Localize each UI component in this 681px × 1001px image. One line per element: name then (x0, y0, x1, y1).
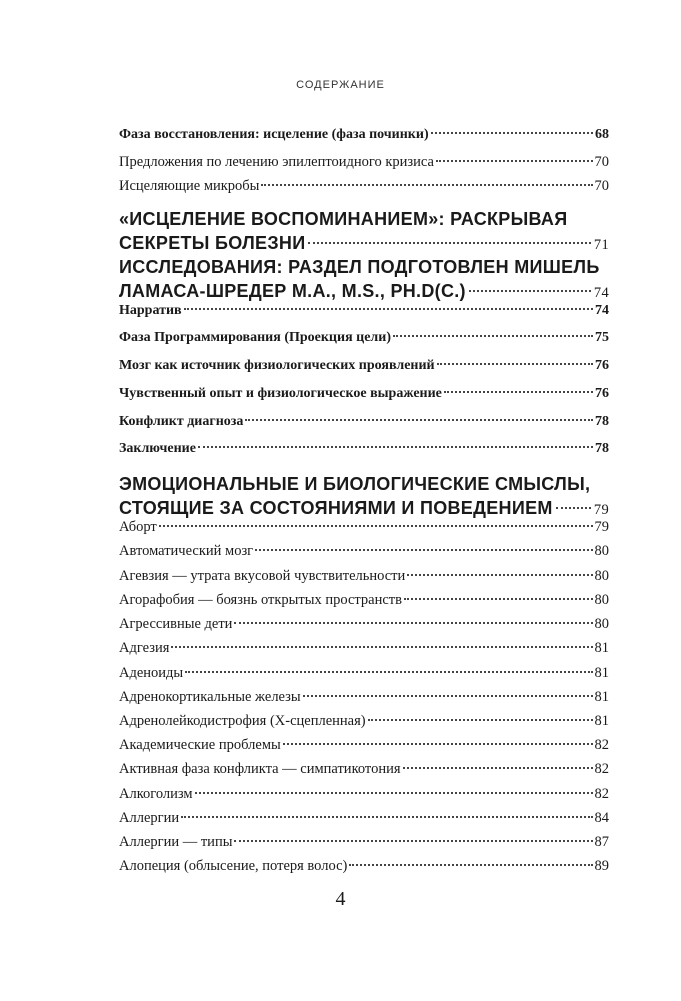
toc-entry-page: 82 (594, 786, 609, 802)
toc-entry-page: 80 (594, 568, 609, 584)
toc-entry-page: 74 (593, 285, 609, 301)
leader-dots (404, 598, 593, 600)
leader-dots (234, 622, 592, 624)
toc-entry-title: Заключение (119, 441, 196, 456)
leader-dots (403, 767, 593, 769)
toc-entry-page: 80 (594, 592, 609, 608)
section-heading-line1: ИССЛЕДОВАНИЯ: РАЗДЕЛ ПОДГОТОВЛЕН МИШЕЛЬ (119, 257, 600, 277)
toc-entry[interactable] (119, 713, 609, 730)
toc-entry-page: 74 (595, 303, 609, 318)
toc-entry-title: Аденоиды (119, 665, 184, 681)
toc-entry[interactable] (119, 154, 609, 171)
toc-entry-page: 75 (595, 330, 609, 345)
toc-entry-title: Адренокортикальные железы (119, 689, 301, 705)
toc-entry[interactable] (119, 858, 609, 875)
toc-entry-page: 79 (593, 502, 609, 518)
toc-entry-page: 78 (595, 441, 609, 456)
toc-section-heading[interactable] (119, 255, 609, 305)
toc-entry-title: Предложения по лечению эпилептоидного кризиса (119, 154, 434, 170)
toc-entry[interactable] (119, 737, 609, 754)
toc-entry-title: Фаза Программирования (Проекция цели) (119, 330, 392, 345)
toc-entry-title: Аборт (119, 519, 157, 535)
leader-dots (444, 391, 593, 393)
toc-entry[interactable] (119, 519, 609, 536)
toc-entry-page: 70 (594, 154, 609, 170)
leader-dots (195, 792, 593, 794)
leader-dots (308, 242, 590, 244)
toc-entry[interactable] (119, 834, 609, 851)
leader-dots (437, 363, 593, 365)
leader-dots (234, 840, 592, 842)
toc-entry-page: 76 (595, 386, 609, 401)
toc-entry-page: 82 (594, 761, 609, 777)
toc-entry-title: Агевзия — утрата вкусовой чувствительности (119, 568, 406, 584)
leader-dots (368, 719, 593, 721)
leader-dots (255, 549, 592, 551)
toc-entry[interactable] (119, 330, 609, 346)
toc-entry[interactable] (119, 358, 609, 374)
toc-entry-title: Алкоголизм (119, 786, 193, 802)
toc-entry[interactable] (119, 592, 609, 609)
section-heading-line1: «ИСЦЕЛЕНИЕ ВОСПОМИНАНИЕМ»: РАСКРЫВАЯ (119, 209, 568, 229)
toc-entry[interactable] (119, 441, 609, 457)
leader-dots (283, 743, 593, 745)
toc-entry[interactable] (119, 568, 609, 585)
toc-entry-page: 81 (594, 665, 609, 681)
leader-dots (407, 574, 592, 576)
toc-entry-page: 70 (594, 178, 609, 194)
leader-dots (245, 419, 593, 421)
toc-entry-title: Фаза восстановления: исцеление (фаза починки) (119, 127, 429, 142)
toc-entry-title: Исцеляющие микробы (119, 178, 260, 194)
toc-entry-page: 81 (594, 689, 609, 705)
toc-entry-page: 79 (594, 519, 609, 535)
toc-entry-page: 87 (594, 834, 609, 850)
section-heading-line2: СЕКРЕТЫ БОЛЕЗНИ (119, 233, 306, 253)
leader-dots (171, 646, 592, 648)
toc-entry[interactable] (119, 414, 609, 430)
toc-entry-page: 82 (594, 737, 609, 753)
leader-dots (184, 308, 593, 310)
toc-entry-page: 76 (595, 358, 609, 373)
toc-entry-title: Чувственный опыт и физиологическое выражение (119, 386, 442, 401)
toc-entry[interactable] (119, 127, 609, 143)
leader-dots (303, 695, 593, 697)
toc-entry-title: Аллергии (119, 810, 180, 826)
toc-entry-page: 68 (595, 127, 609, 142)
toc-entry-page: 80 (594, 616, 609, 632)
toc-entry-title: Активная фаза конфликта — симпатикотония (119, 761, 401, 777)
leader-dots (159, 525, 593, 527)
toc-entry-page: 84 (594, 810, 609, 826)
toc-entry[interactable] (119, 786, 609, 803)
toc-entry-page: 81 (594, 713, 609, 729)
toc-entry-title: Агрессивные дети (119, 616, 233, 632)
toc-entry-title: Автоматический мозг (119, 543, 254, 559)
section-heading-line2: СТОЯЩИЕ ЗА СОСТОЯНИЯМИ И ПОВЕДЕНИЕМ (119, 498, 553, 518)
toc-entry[interactable] (119, 665, 609, 682)
toc-entry-title: Аллергии — типы (119, 834, 233, 850)
toc-entry-title: Агорафобия — боязнь открытых пространств (119, 592, 402, 608)
leader-dots (181, 816, 592, 818)
toc-entry-title: Адгезия (119, 640, 170, 656)
toc-entry-page: 71 (593, 237, 609, 253)
toc-entry-title: Академические проблемы (119, 737, 281, 753)
running-head: СОДЕРЖАНИЕ (296, 79, 385, 91)
leader-dots (556, 507, 591, 509)
toc-entry-title: Алопеция (облысение, потеря волос) (119, 858, 348, 874)
toc-entry[interactable] (119, 640, 609, 657)
leader-dots (185, 671, 592, 673)
leader-dots (198, 446, 593, 448)
toc-entry[interactable] (119, 178, 609, 195)
toc-entry-page: 78 (595, 414, 609, 429)
leader-dots (469, 290, 591, 292)
toc-section-heading[interactable] (119, 207, 609, 257)
toc-entry-title: Адренолейкодистрофия (X-сцепленная) (119, 713, 366, 729)
toc-entry-title: Нарратив (119, 303, 182, 318)
toc-entry-page: 81 (594, 640, 609, 656)
toc-entry[interactable] (119, 810, 609, 827)
leader-dots (349, 864, 592, 866)
leader-dots (393, 335, 593, 337)
toc-entry-page: 80 (594, 543, 609, 559)
leader-dots (431, 132, 593, 134)
toc-entry-title: Мозг как источник физиологических проявлений (119, 358, 435, 373)
leader-dots (261, 184, 592, 186)
toc-entry[interactable] (119, 303, 609, 319)
section-heading-line2: ЛАМАСА-ШРЕДЕР M.A., M.S., PH.D(C.) (119, 281, 466, 301)
toc-entry[interactable] (119, 689, 609, 706)
toc-entry[interactable] (119, 761, 609, 778)
toc-entry[interactable] (119, 386, 609, 402)
toc-entry[interactable] (119, 543, 609, 560)
toc-entry-page: 89 (594, 858, 609, 874)
leader-dots (436, 160, 593, 162)
section-heading-line1: ЭМОЦИОНАЛЬНЫЕ И БИОЛОГИЧЕСКИЕ СМЫСЛЫ, (119, 474, 591, 494)
toc-section-heading[interactable] (119, 472, 609, 522)
toc-entry-title: Конфликт диагноза (119, 414, 244, 429)
page-number: 4 (335, 888, 346, 910)
toc-entry[interactable] (119, 616, 609, 633)
